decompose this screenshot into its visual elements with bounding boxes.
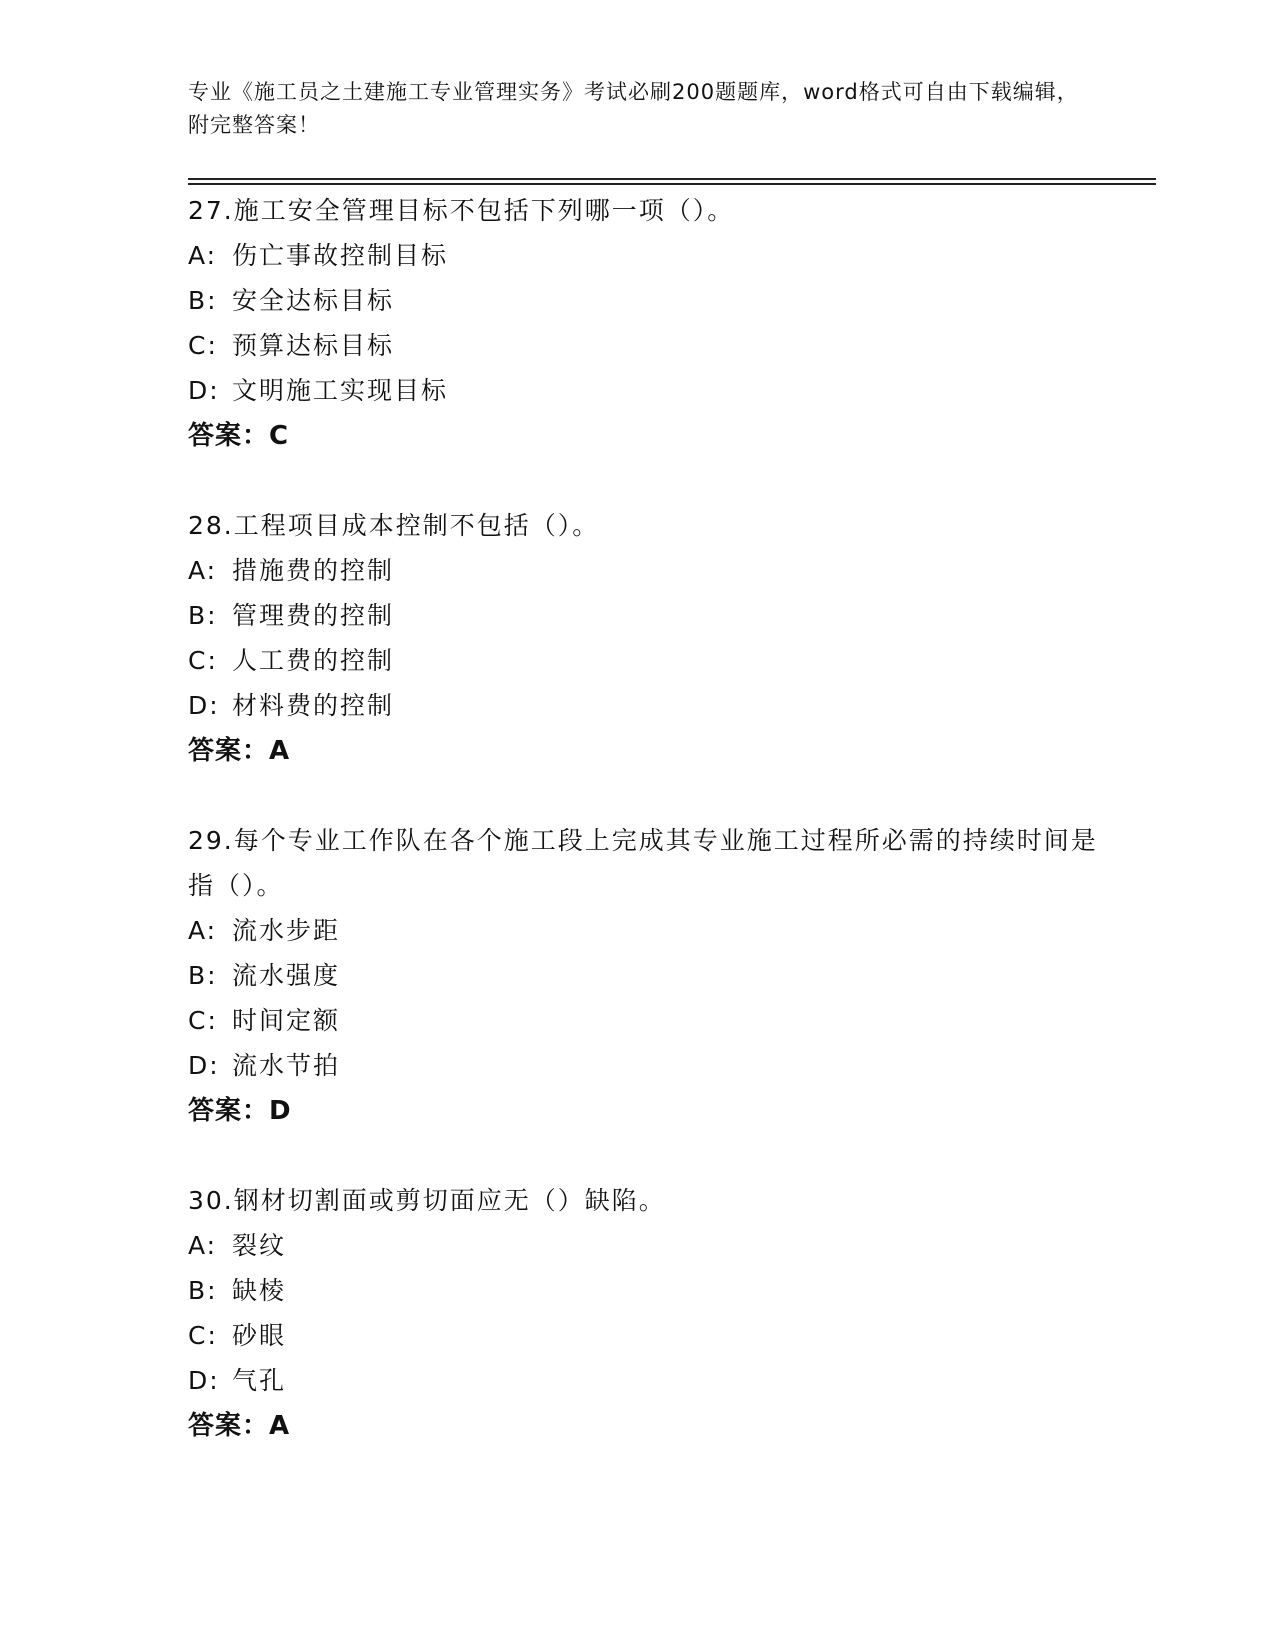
document-header: 专业《施工员之土建施工专业管理实务》考试必刷200题题库，word格式可自由下载编辑，附完整答案！ bbox=[188, 80, 1079, 137]
option-text: 措施费的控制 bbox=[232, 556, 395, 585]
option-d bbox=[188, 368, 1108, 413]
option-text: 伤亡事故控制目标 bbox=[232, 241, 449, 270]
option-a bbox=[188, 1223, 1108, 1268]
header-divider-top bbox=[188, 178, 1156, 180]
option-c bbox=[188, 323, 1108, 368]
option-key: B: bbox=[188, 286, 218, 315]
answer-line: 答案：D bbox=[188, 1096, 292, 1126]
option-d bbox=[188, 683, 1108, 728]
option-key: C: bbox=[188, 1321, 218, 1350]
question-29 bbox=[188, 818, 1108, 1134]
option-c bbox=[188, 1313, 1108, 1358]
answer-line: 答案：A bbox=[188, 1411, 291, 1441]
option-d bbox=[188, 1043, 1108, 1088]
option-key: D: bbox=[188, 691, 220, 720]
option-text: 材料费的控制 bbox=[232, 691, 395, 720]
option-text: 流水强度 bbox=[232, 961, 341, 990]
option-key: D: bbox=[188, 1051, 220, 1080]
option-text: 文明施工实现目标 bbox=[232, 376, 449, 405]
option-key: A: bbox=[188, 241, 218, 270]
answer-line: 答案：A bbox=[188, 736, 291, 766]
option-key: D: bbox=[188, 376, 220, 405]
question-stem: 29.每个专业工作队在各个施工段上完成其专业施工过程所必需的持续时间是指（）。 bbox=[188, 826, 1098, 900]
option-a bbox=[188, 233, 1108, 278]
option-text: 时间定额 bbox=[232, 1006, 341, 1035]
option-key: C: bbox=[188, 646, 218, 675]
option-key: B: bbox=[188, 961, 218, 990]
question-30 bbox=[188, 1178, 1108, 1449]
option-c bbox=[188, 998, 1108, 1043]
option-b bbox=[188, 278, 1108, 323]
option-key: B: bbox=[188, 1276, 218, 1305]
option-key: A: bbox=[188, 556, 218, 585]
option-text: 人工费的控制 bbox=[232, 646, 395, 675]
option-key: B: bbox=[188, 601, 218, 630]
option-d bbox=[188, 1358, 1108, 1403]
option-text: 安全达标目标 bbox=[232, 286, 395, 315]
header-divider-bottom bbox=[188, 183, 1156, 185]
option-text: 管理费的控制 bbox=[232, 601, 395, 630]
option-key: C: bbox=[188, 331, 218, 360]
option-text: 气孔 bbox=[232, 1366, 287, 1395]
option-b bbox=[188, 1268, 1108, 1313]
option-c bbox=[188, 638, 1108, 683]
answer-line: 答案：C bbox=[188, 421, 290, 451]
option-key: C: bbox=[188, 1006, 218, 1035]
question-27 bbox=[188, 188, 1108, 459]
option-text: 流水节拍 bbox=[232, 1051, 341, 1080]
option-key: D: bbox=[188, 1366, 220, 1395]
option-text: 缺棱 bbox=[232, 1276, 287, 1305]
option-text: 流水步距 bbox=[232, 916, 341, 945]
question-stem: 30.钢材切割面或剪切面应无（）缺陷。 bbox=[188, 1186, 666, 1215]
question-stem: 28.工程项目成本控制不包括（）。 bbox=[188, 511, 600, 540]
option-key: A: bbox=[188, 1231, 218, 1260]
question-stem: 27.施工安全管理目标不包括下列哪一项（）。 bbox=[188, 196, 735, 225]
option-b bbox=[188, 593, 1108, 638]
option-text: 砂眼 bbox=[232, 1321, 287, 1350]
option-text: 预算达标目标 bbox=[232, 331, 395, 360]
option-text: 裂纹 bbox=[232, 1231, 287, 1260]
question-28 bbox=[188, 503, 1108, 774]
option-b bbox=[188, 953, 1108, 998]
option-a bbox=[188, 908, 1108, 953]
option-a bbox=[188, 548, 1108, 593]
option-key: A: bbox=[188, 916, 218, 945]
